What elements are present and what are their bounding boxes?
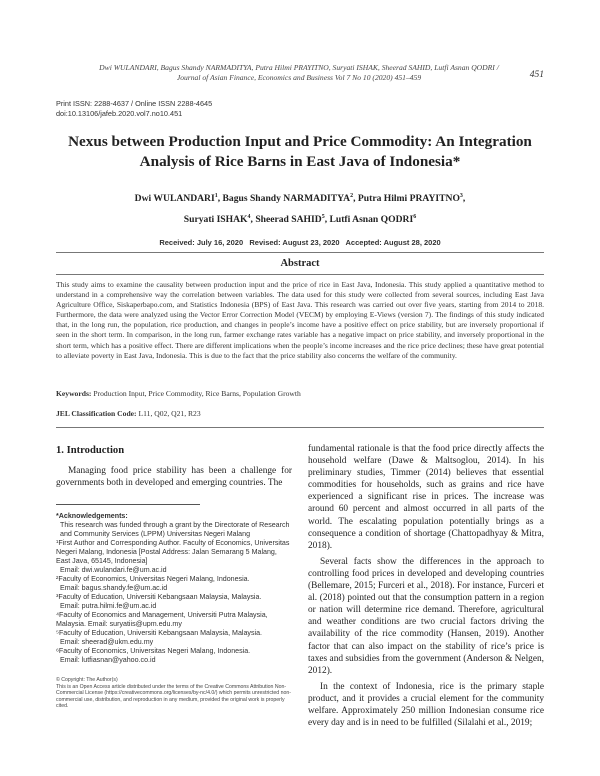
jel-label: JEL Classification Code: (56, 409, 137, 418)
footnote-divider (56, 504, 200, 505)
footnote-2: ²Faculty of Economics, Universitas Negeri Malang, Indonesia. (56, 575, 250, 583)
issn-line: Print ISSN: 2288-4637 / Online ISSN 2288-4645 (56, 99, 213, 108)
jel-text: L11, Q02, Q21, R23 (138, 409, 201, 418)
footnote-6-email: Email: lutfiasnan@yahoo.co.id (60, 656, 156, 664)
author-list-line-2: Suryati ISHAK$^4$, Sheerad SAHID$^5$, Lutfi Asnan QODRI$^6$ (183, 214, 417, 226)
left-column-text (56, 465, 292, 489)
author-name: Dwi WULANDARI (134, 193, 215, 205)
divider (56, 274, 544, 275)
abstract-heading: Abstract (280, 258, 320, 269)
keywords-label: Keywords: (56, 389, 92, 398)
paper-title-line-1: Nexus between Production Input and Price Commodity: An Integration (68, 133, 532, 150)
author-affiliation-mark: 3 (459, 193, 463, 199)
abstract-text: This study aims to examine the causality between production input and the price of rice in East Java, Indonesia. This study applied a quantitative method to understand in a comprehensive way the correlation between variables. The data used for this study were collected from several sources, including East Java Agriculture Office, Siskaperbapo.com, and Statistics Indonesia (BPS) of East Java. This research was carried out over five years, starting from 2014 to 2018. Furthermore, the data were analyzed using the Vector Error Correction Model (VECM) by employing E-Views (version 7). The findings of this study indicated that, in the long run, the population, rice production, and changes in people’s income have a positive effect on price stability, but are inversely proportional if seen in the short term. In comparison, in the long run, farmer exchange rates variable has a negative impact on price stability, and inversely proportional in the short term, which has a positive effect. There are different implications when the people’s income increases and the rice price declines; these have great potential to alleviate poverty in East Java, Indonesia. This is due to the fact that the price stability also concerns the welfare of the community. (56, 280, 544, 360)
author-affiliation-mark: 4 (247, 214, 251, 220)
right-column-text (308, 443, 544, 729)
acknowledgements-label: *Acknowledgements: (56, 512, 128, 520)
footnote-2-email: Email: bagus.shandy.fe@um.ac.id (60, 584, 168, 592)
paragraph: fundamental rationale is that the food price directly affects the household welfare (Dawe & Maltsoglou, 2014). In his preliminary studies, Timmer (2014) believes that essential commodities for households, such as grains and rice have experienced a significant rise in prices. The increase was around 60 percent and almost occurred in all parts of the world. The escalating population potentially brings as a consequence a condition of shortage (Chattopadhyay & Mitra, 2018). (308, 444, 544, 551)
footnote-3: ³Faculty of Education, Universiti Kebangsaan Malaysia, Malaysia. (56, 593, 262, 601)
footnote-1-email: Email: dwi.wulandari.fe@um.ac.id (60, 566, 167, 574)
submission-dates: Received: July 16, 2020 Revised: August 23, 2020 Accepted: August 28, 2020 (159, 238, 441, 247)
footnote-4: ⁴Faculty of Economics and Management, Universiti Putra Malaysia, Malaysia. Email: suryatiis@upm.edu.my (56, 611, 268, 628)
footnotes (56, 512, 292, 665)
jel-codes (56, 409, 544, 418)
author-affiliation-mark: 2 (350, 193, 354, 199)
author-affiliation-mark: 1 (214, 193, 218, 199)
doi-line: doi:10.13106/jafeb.2020.vol7.no10.451 (56, 109, 183, 118)
footnote-6: ⁶Faculty of Economics, Universitas Negeri Malang, Indonesia. (56, 647, 251, 655)
copyright-notice (56, 677, 292, 710)
footnote-3-email: Email: putra.hilmi.fe@um.ac.id (60, 602, 157, 610)
running-header-journal: Journal of Asian Finance, Economics and Business Vol 7 No 10 (2020) 451–459 (176, 73, 422, 82)
paragraph: In the context of Indonesia, rice is the primary staple product, and it provides a crucial element for the community welfare. Approximately 250 million Indonesian consume rice every day and is in need to be fulfilled (Silalahi et al., 2019; (308, 681, 544, 729)
divider (56, 252, 544, 253)
author-list-line-1: Dwi WULANDARI$^1$, Bagus Shandy NARMADITYA$^2$, Putra Hilmi PRAYITNO$^3$, (134, 193, 466, 205)
page-number: 451 (529, 70, 544, 80)
license-text: This is an Open Access article distributed under the terms of the Creative Commons Attribution Non-Commercial License (https://creativecommons.org/licenses/by-nc/4.0/) which permits unrestricted non-commercial use, distribution, and reproduction in any medium, provided the original work is properly cited. (56, 683, 291, 710)
paragraph: Several facts show the differences in the approach to controlling food prices in developed and developing countries (Bellemare, 2015; Furceri et al., 2018). For instance, Furceri et al. (2018) pointed out that the consumption pattern in a region or nation will determine rice demand. Therefore, agricultural and weather conditions are two crucial factors driving the availability of the rice commodity (Hansen, 2019). Another factor that can also impact on the stability of rice’s price is taxes and subsidies from the government (Anderson & Nelgen, 2012). (308, 556, 544, 676)
author-affiliation-mark: 6 (413, 214, 417, 220)
running-header-authors: Dwi WULANDARI, Bagus Shandy NARMADITYA, Putra Hilmi PRAYITNO, Suryati ISHAK, Sheerad SAHID, Lutfi Asnan QODRI / (99, 63, 499, 72)
author-name: Bagus Shandy NARMADITYA (222, 193, 351, 205)
author-name: Putra Hilmi PRAYITNO (357, 193, 460, 205)
author-name: Sheerad SAHID (255, 214, 322, 226)
author-name: Lutfi Asnan QODRI (329, 214, 414, 226)
acknowledgements-text: This research was funded through a grant by the Directorate of Research and Community Services (LPPM) Universitas Negeri Malang (60, 521, 290, 538)
keywords-text: Production Input, Price Commodity, Rice Barns, Population Growth (93, 389, 301, 398)
divider (56, 427, 544, 428)
keywords (56, 389, 544, 398)
paragraph: Managing food price stability has been a challenge for governments both in developed and emerging countries. The (56, 466, 292, 489)
footnote-1: ¹First Author and Corresponding Author. Faculty of Economics, Universitas Negeri Malang, Indonesia [Postal Address: Jalan Semarang 5 Malang, East Java, 65145, Indonesia] (56, 539, 290, 565)
author-affiliation-mark: 5 (321, 214, 325, 220)
footnote-5-email: Email: sheerad@ukm.edu.my (60, 638, 154, 646)
author-name: Suryati ISHAK (183, 214, 248, 226)
footnote-5: ⁵Faculty of Education, Universiti Kebangsaan Malaysia, Malaysia. (56, 629, 262, 637)
section-heading-introduction: 1. Introduction (56, 445, 125, 456)
paper-title-line-2: Analysis of Rice Barns in East Java of Indonesia* (139, 153, 461, 170)
copyright-line: © Copyright: The Author(s) (56, 677, 118, 683)
